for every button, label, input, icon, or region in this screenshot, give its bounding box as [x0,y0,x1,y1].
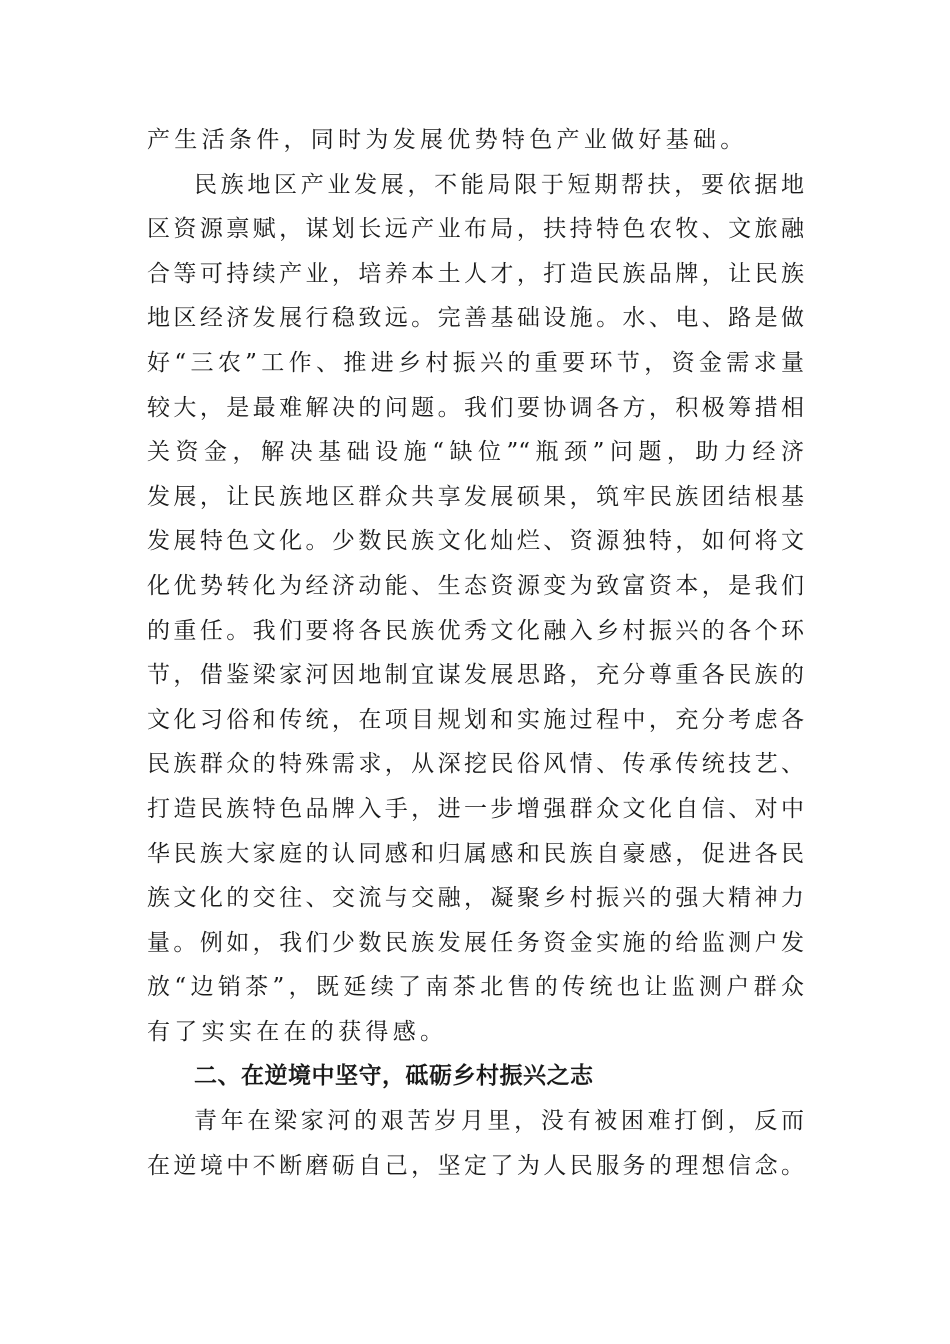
section-heading: 二、在逆境中坚守，砥砺乡村振兴之志 [194,1063,594,1090]
text-line: 青年在梁家河的艰苦岁月里，没有被困难打倒，反而 [194,1108,804,1135]
text-line: 发展特色文化。少数民族文化灿烂、资源独特，如何将文 [147,528,804,555]
text-line: 合等可持续产业，培养本土人才，打造民族品牌，让民族 [147,260,804,287]
text-line: 文化习俗和传统，在项目规划和实施过程中，充分考虑各 [147,706,804,733]
text-line: 民族地区产业发展，不能局限于短期帮扶，要依据地 [194,171,804,198]
text-line: 产生活条件，同时为发展优势特色产业做好基础。 [147,127,748,153]
text-line: 区资源禀赋，谋划长远产业布局，扶持特色农牧、文旅融 [147,216,804,243]
text-line: 民族群众的特殊需求，从深挖民俗风情、传承传统技艺、 [147,751,804,778]
text-line: 在逆境中不断磨砺自己，坚定了为人民服务的理想信念。 [147,1152,804,1179]
text-line: 地区经济发展行稳致远。完善基础设施。水、电、路是做 [147,305,804,332]
text-line: 发展，让民族地区群众共享发展硕果，筑牢民族团结根基 [147,483,804,510]
text-line: 族文化的交往、交流与交融，凝聚乡村振兴的强大精神力 [147,885,804,912]
text-line: 的重任。我们要将各民族优秀文化融入乡村振兴的各个环 [147,617,804,644]
text-line: 打造民族特色品牌入手，进一步增强群众文化自信、对中 [147,795,804,822]
text-line: 放“边销茶”，既延续了南茶北售的传统也让监测户群众 [147,974,804,1001]
text-line: 较大，是最难解决的问题。我们要协调各方，积极筹措相 [147,394,804,421]
text-line: 华民族大家庭的认同感和归属感和民族自豪感，促进各民 [147,840,804,867]
text-line: 关资金，解决基础设施“缺位”“瓶颈”问题，助力经济 [147,439,804,466]
text-line: 节，借鉴梁家河因地制宜谋发展思路，充分尊重各民族的 [147,662,804,689]
text-line: 量。例如，我们少数民族发展任务资金实施的给监测户发 [147,929,804,956]
text-line: 化优势转化为经济动能、生态资源变为致富资本，是我们 [147,572,804,599]
text-line: 有了实实在在的获得感。 [147,1018,448,1045]
document-page [147,118,804,1188]
text-line: 好“三农”工作、推进乡村振兴的重要环节，资金需求量 [147,349,804,376]
